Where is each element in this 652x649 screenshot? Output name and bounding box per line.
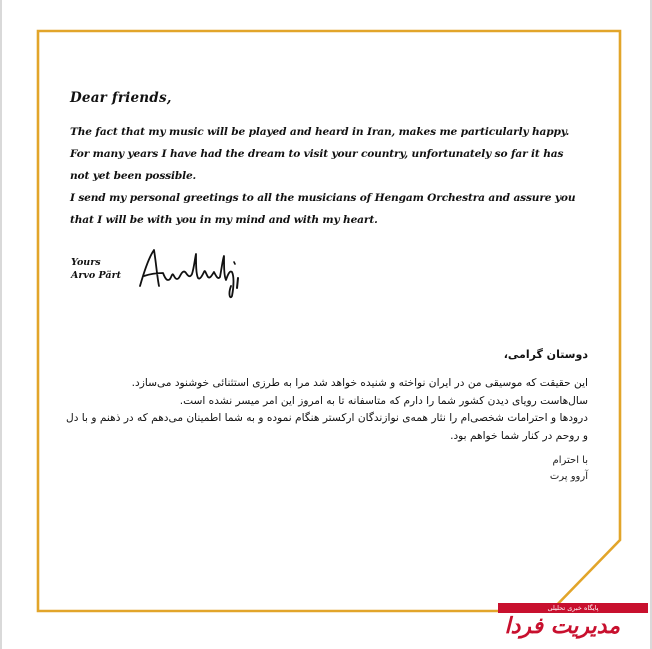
english-line: not yet been possible. (70, 170, 197, 182)
persian-line: سال‌هاست رویای دیدن کشور شما را دارم که متاسفانه تا به امروز این امر میسر نشده است. (179, 394, 588, 407)
english-name: Arvo Pärt (71, 270, 121, 281)
site-watermark (498, 603, 648, 643)
watermark-tagline: پایگاه خبری تحلیلی (498, 603, 648, 613)
persian-line: این حقیقت که موسیقی من در ایران نواخته و شنیده خواهد شد مرا به طرزی استثنائی خوشنود می‌سازد. (131, 377, 588, 389)
english-letter (70, 90, 590, 231)
site-logo-icon: مدیریت فردا (504, 614, 620, 639)
english-body (70, 121, 590, 231)
english-line: For many years I have had the dream to visit your country, unfortunately so far it has (70, 148, 564, 160)
english-closing: Yours (71, 257, 101, 268)
persian-signoff (66, 453, 588, 485)
persian-name: آروو پرت (549, 471, 588, 482)
persian-letter (66, 348, 588, 485)
handwritten-signature-icon (134, 242, 249, 302)
persian-line: درودها و احترامات شخصی‌ام را نثار همه‌ی نوازندگان ارکستر هنگام نموده و به شما اطمینان می‌دهم که در ذهنم و با دل و روحم در کنار شما خواهم بود. (66, 412, 588, 442)
english-signature-block (71, 252, 271, 308)
persian-greeting: دوستان گرامی، (503, 348, 588, 361)
persian-closing: با احترام (552, 455, 588, 466)
persian-body (66, 375, 588, 445)
english-line: I send my personal greetings to all the musicians of Hengam Orchestra and assure you (70, 192, 576, 204)
english-line: The fact that my music will be played and heard in Iran, makes me particularly happy. (70, 126, 570, 138)
english-greeting: Dear friends, (70, 90, 172, 106)
english-line: that I will be with you in my mind and with my heart. (70, 214, 378, 226)
english-signoff (71, 256, 121, 282)
